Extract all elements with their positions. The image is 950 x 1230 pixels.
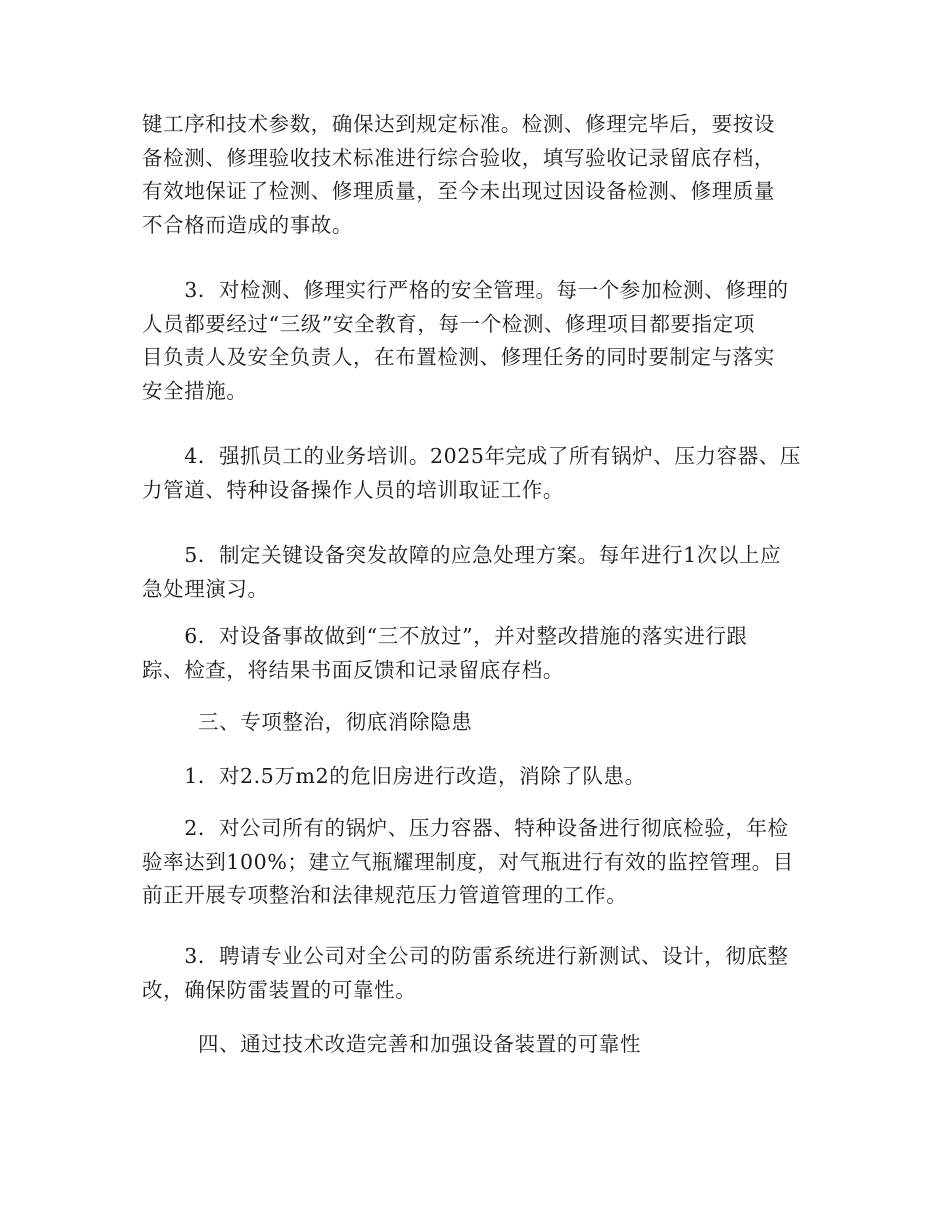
paragraph-item-3-safety xyxy=(142,274,812,408)
text-line: 6．对设备事故做到“三不放过”，并对整改措施的落实进行跟 xyxy=(142,624,748,648)
section-heading-4: 四、通过技术改造完善和加强设备装置的可靠性 xyxy=(198,1032,642,1056)
paragraph-s3-item-3 xyxy=(142,940,812,1007)
text-line: 1．对2.5万m2的危旧房进行改造，消除了队患。 xyxy=(142,764,646,788)
text-line: 力管道、特种设备操作人员的培训取证工作。 xyxy=(142,477,564,502)
paragraph-s3-item-2 xyxy=(142,812,812,913)
text-line: 3．聘请专业公司对全公司的防雷系统进行新测试、设计，彻底整 xyxy=(142,944,789,968)
paragraph-item-5-emergency xyxy=(142,539,812,606)
section-heading-3: 三、专项整治，彻底消除隐患 xyxy=(198,710,473,734)
text-line: 人员都要经过“三级”安全教育，每一个检测、修理项目都要指定项 xyxy=(142,311,755,336)
text-line: 踪、检查，将结果书面反馈和记录留底存档。 xyxy=(142,657,564,682)
text-line: 急处理演习。 xyxy=(142,576,269,601)
text-line: 5．制定关键设备突发故障的应急处理方案。每年进行1次以上应 xyxy=(142,543,782,567)
text-line: 改，确保防雷装置的可靠性。 xyxy=(142,977,417,1002)
paragraph-item-6-accident xyxy=(142,620,812,687)
text-line: 键工序和技术参数，确保达到规定标准。检测、修理完毕后，要按设 xyxy=(142,112,775,136)
text-line: 目负责人及安全负责人，在布置检测、修理任务的同时要制定与落实 xyxy=(142,345,775,369)
text-line: 2．对公司所有的锅炉、压力容器、特种设备进行彻底检验，年检 xyxy=(142,816,789,840)
paragraph-s3-item-1 xyxy=(142,760,812,794)
text-line: 有效地保证了检测、修理质量，至今未出现过因设备检测、修理质量 xyxy=(142,179,775,203)
text-line: 不合格而造成的事故。 xyxy=(142,212,353,237)
text-line: 3．对检测、修理实行严格的安全管理。每一个参加检测、修理的 xyxy=(142,278,789,302)
text-line: 前正开展专项整治和法律规范压力管道管理的工作。 xyxy=(142,883,628,907)
text-line: 安全措施。 xyxy=(142,378,248,403)
text-line: 备检测、修理验收技术标准进行综合验收，填写验收记录留底存档， xyxy=(142,145,775,170)
paragraph-inspection-quality xyxy=(142,108,812,242)
text-line: 验率达到100%；建立气瓶耀理制度，对气瓶进行有效的监控管理。目 xyxy=(142,849,794,874)
paragraph-item-4-training xyxy=(142,440,812,507)
text-line: 4．强抓员工的业务培训。2025年完成了所有锅炉、压力容器、压 xyxy=(142,444,802,468)
